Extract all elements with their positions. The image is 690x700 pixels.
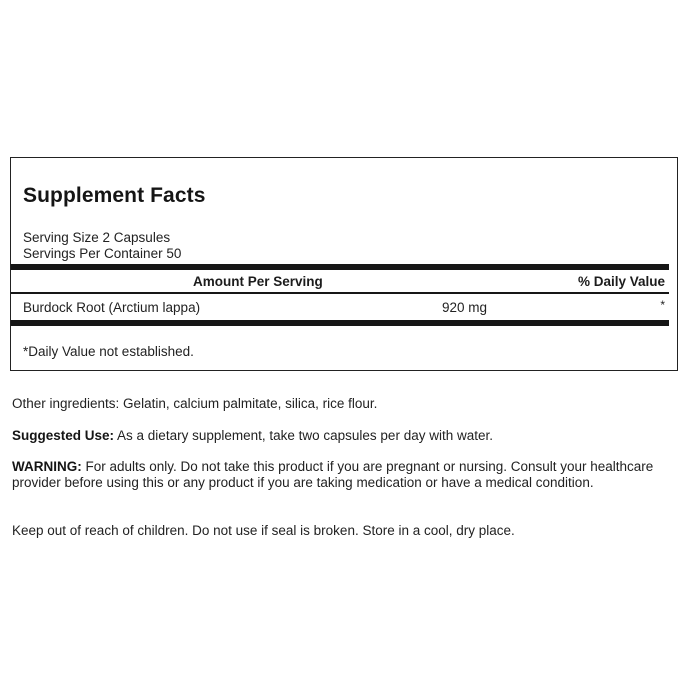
suggested-use-label: Suggested Use: <box>12 428 115 443</box>
ingredient-amount: 920 mg <box>442 300 488 315</box>
storage-instructions: Keep out of reach of children. Do not use if seal is broken. Store in a cool, dry place. <box>12 523 515 538</box>
servings-per-container: Servings Per Container 50 <box>23 246 182 261</box>
header-daily-value: % Daily Value <box>577 274 665 289</box>
warning <box>12 459 672 491</box>
suggested-use <box>12 428 672 444</box>
divider-thin <box>11 292 669 294</box>
suggested-use-text: As a dietary supplement, take two capsules per day with water. <box>114 428 493 443</box>
header-amount-per-serving: Amount Per Serving <box>193 274 323 289</box>
warning-text: For adults only. Do not take this product if you are pregnant or nursing. Consult your healthcare provider before using this or any product if you are taking medication or have a medical condition. <box>12 459 654 490</box>
serving-size: Serving Size 2 Capsules <box>23 230 171 245</box>
warning-label: WARNING: <box>12 459 82 474</box>
other-ingredients: Other ingredients: Gelatin, calcium palmitate, silica, rice flour. <box>12 396 378 411</box>
ingredient-daily-value: * <box>660 298 665 312</box>
facts-title: Supplement Facts <box>23 184 206 207</box>
ingredient-name: Burdock Root (Arctium lappa) <box>23 300 201 315</box>
divider-thick-top <box>11 264 669 270</box>
footnote: *Daily Value not established. <box>23 344 194 359</box>
supplement-facts-panel <box>10 157 678 371</box>
divider-thick-bottom <box>11 320 669 326</box>
